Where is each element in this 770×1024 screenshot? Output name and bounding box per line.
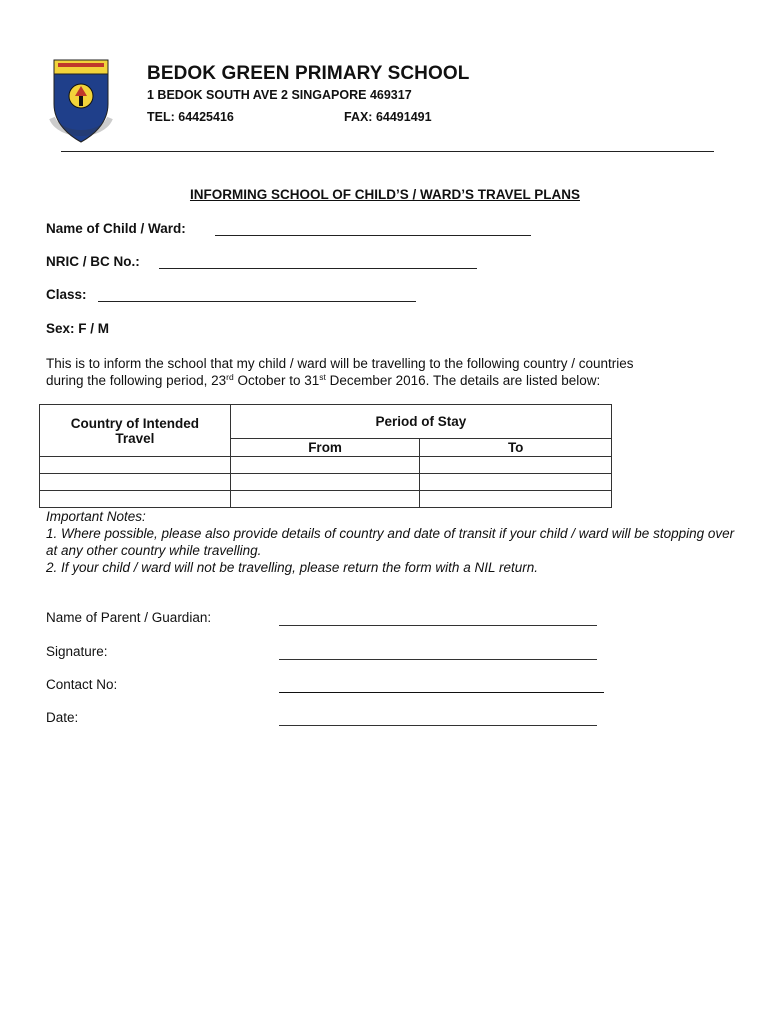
to-cell[interactable] <box>420 457 612 474</box>
table-row <box>40 457 612 474</box>
header-divider <box>61 151 714 152</box>
child-name-line[interactable] <box>215 235 531 236</box>
signature-line[interactable] <box>279 659 597 660</box>
parent-name-line[interactable] <box>279 625 597 626</box>
travel-details-table <box>39 404 612 508</box>
nric-line[interactable] <box>159 268 477 269</box>
from-column-header: From <box>230 439 420 457</box>
intro-line-2: during the following period, 23rd October to 31st December 2016. The details are listed below: <box>46 372 601 388</box>
date-label: Date: <box>46 710 79 725</box>
contact-label: Contact No: <box>46 677 118 692</box>
class-line[interactable] <box>98 301 416 302</box>
school-address: 1 BEDOK SOUTH AVE 2 SINGAPORE 469317 <box>147 88 412 102</box>
from-cell[interactable] <box>230 474 420 491</box>
intro-paragraph <box>46 355 736 389</box>
school-fax: FAX: 64491491 <box>344 110 432 124</box>
note-1: 1. Where possible, please also provide details of country and date of transit if your child / ward will be stopping over at any other country while travelling. <box>46 526 735 558</box>
important-notes <box>46 508 746 576</box>
table-row <box>40 474 612 491</box>
nric-label: NRIC / BC No.: <box>46 254 140 269</box>
from-cell[interactable] <box>230 457 420 474</box>
country-cell[interactable] <box>40 474 231 491</box>
to-cell[interactable] <box>420 491 612 508</box>
table-row <box>40 491 612 508</box>
intro-line-1: This is to inform the school that my child / ward will be travelling to the following country / countries <box>46 356 634 371</box>
child-name-label: Name of Child / Ward: <box>46 221 186 236</box>
school-telephone: TEL: 64425416 <box>147 110 234 124</box>
note-2: 2. If your child / ward will not be travelling, please return the form with a NIL return. <box>46 560 538 575</box>
notes-heading: Important Notes: <box>46 509 146 524</box>
to-cell[interactable] <box>420 474 612 491</box>
form-title: INFORMING SCHOOL OF CHILD’S / WARD’S TRAVEL PLANS <box>189 187 580 202</box>
school-name: BEDOK GREEN PRIMARY SCHOOL <box>147 63 470 84</box>
signature-label: Signature: <box>46 644 108 659</box>
parent-name-label: Name of Parent / Guardian: <box>46 610 212 625</box>
period-column-header: Period of Stay <box>230 405 611 439</box>
to-column-header: To <box>420 439 612 457</box>
country-cell[interactable] <box>40 457 231 474</box>
school-crest-logo <box>48 58 114 144</box>
from-cell[interactable] <box>230 491 420 508</box>
country-cell[interactable] <box>40 491 231 508</box>
class-label: Class: <box>46 287 87 302</box>
country-column-header: Country of Intended Travel <box>40 405 231 457</box>
contact-line[interactable] <box>279 692 604 693</box>
sex-label[interactable]: Sex: F / M <box>46 321 110 336</box>
date-line[interactable] <box>279 725 597 726</box>
